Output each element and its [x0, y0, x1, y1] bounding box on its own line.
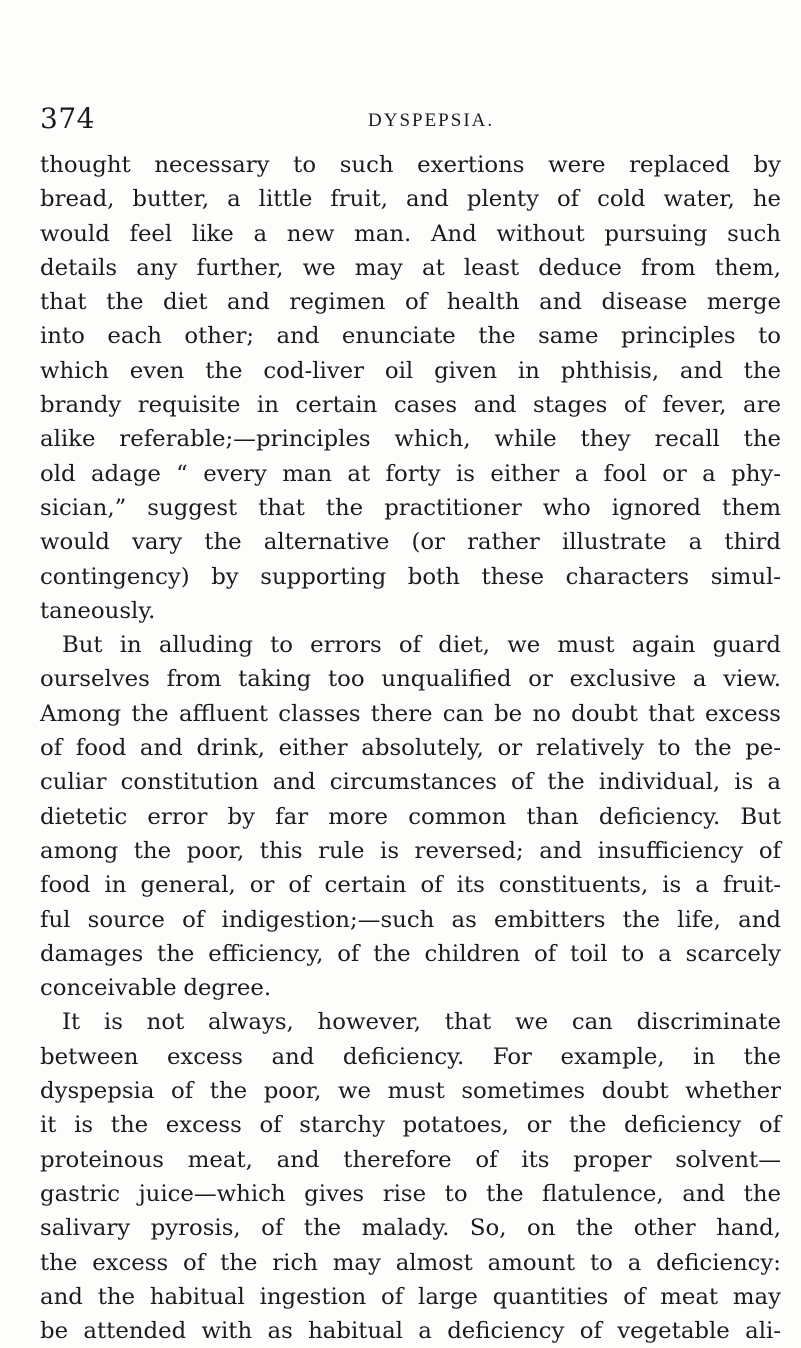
body-text [40, 148, 781, 1348]
text-line: bread, butter, a little fruit, and plenty of cold water, he [40, 186, 781, 213]
text-line: and the habitual ingestion of large quantities of meat may [40, 1283, 781, 1310]
text-line: culiar constitution and circumstances of the individual, is a [40, 769, 781, 796]
text-line: dyspepsia of the poor, we must sometimes doubt whether [40, 1078, 781, 1105]
text-line: food in general, or of certain of its constituents, is a fruit- [40, 872, 781, 899]
text-line: thought necessary to such exertions were replaced by [40, 152, 781, 178]
text-line: would feel like a new man. And without pursuing such [40, 220, 781, 247]
text-line: brandy requisite in certain cases and stages of fever, are [40, 392, 781, 419]
text-line: among the poor, this rule is reversed; and insufficiency of [40, 837, 781, 864]
page-number: 374 [40, 102, 95, 135]
text-line: which even the cod-liver oil given in phthisis, and the [40, 357, 781, 384]
text-line: ourselves from taking too unqualified or exclusive a view. [40, 666, 781, 693]
text-line: gastric juice—which gives rise to the flatulence, and the [40, 1180, 781, 1207]
text-line: contingency) by supporting both these characters simul- [40, 563, 781, 590]
text-line: dietetic error by far more common than deficiency. But [40, 803, 781, 830]
text-line: alike referable;—principles which, while they recall the [40, 426, 781, 453]
text-line: ful source of indigestion;—such as embitters the life, and [40, 906, 781, 933]
running-title: DYSPEPSIA. [368, 110, 495, 131]
text-line: damages the efficiency, of the children of toil to a scarcely [40, 940, 781, 967]
paragraph-end-line: conceivable degree. [40, 975, 272, 1002]
text-line: into each other; and enunciate the same principles to [40, 323, 781, 350]
text-line: of food and drink, either absolutely, or relatively to the pe- [40, 735, 781, 762]
running-head [0, 102, 801, 136]
text-line: the excess of the rich may almost amount to a deficiency: [40, 1249, 781, 1276]
paragraph-end-line: taneously. [40, 597, 156, 624]
text-line: salivary pyrosis, of the malady. So, on the other hand, [40, 1215, 781, 1242]
text-line: Among the affluent classes there can be no doubt that excess [40, 700, 781, 727]
text-line: sician,” suggest that the practitioner who ignored them [40, 494, 781, 521]
paragraph-start-line: But in alluding to errors of diet, we must again guard [62, 632, 781, 659]
text-line: it is the excess of starchy potatoes, or the deficiency of [40, 1112, 781, 1139]
text-line: old adage “ every man at forty is either a fool or a phy- [40, 460, 781, 487]
text-line: between excess and deficiency. For example, in the [40, 1043, 781, 1070]
text-line: details any further, we may at least deduce from them, [40, 254, 781, 281]
text-line: be attended with as habitual a deficiency of vegetable ali- [40, 1318, 781, 1345]
text-line: would vary the alternative (or rather illustrate a third [40, 529, 781, 556]
text-line: that the diet and regimen of health and disease merge [40, 289, 781, 316]
text-line: proteinous meat, and therefore of its proper solvent— [40, 1146, 781, 1173]
paragraph-start-line: It is not always, however, that we can discriminate [62, 1009, 781, 1036]
